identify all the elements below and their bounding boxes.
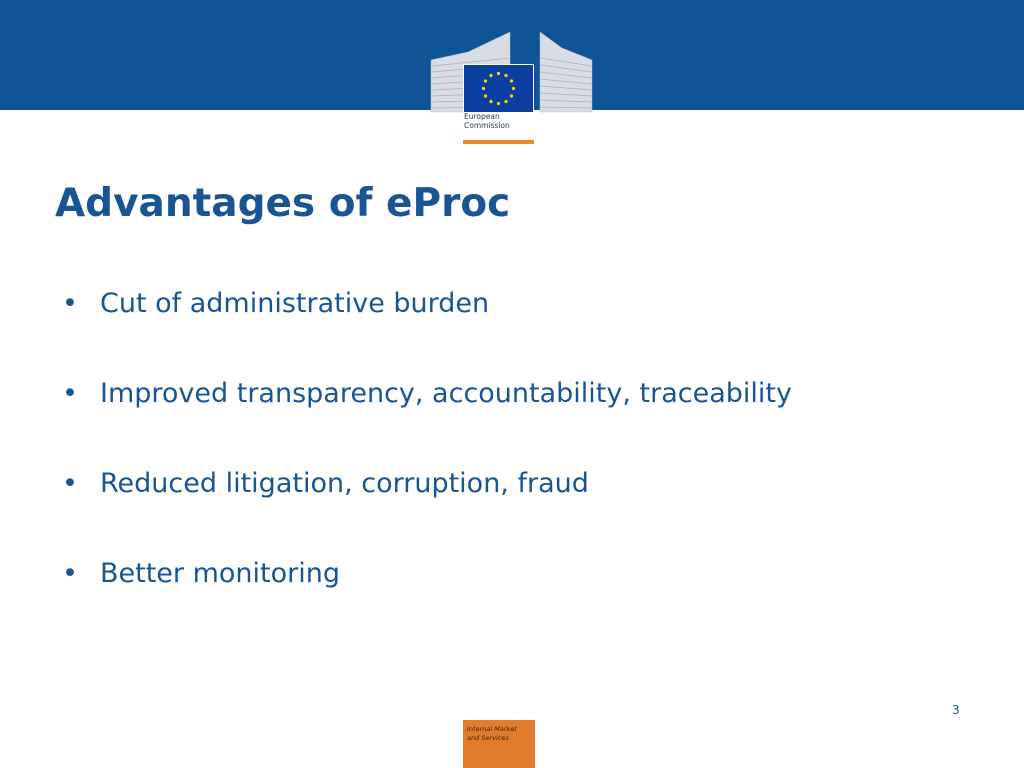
bullet-item xyxy=(62,553,792,643)
bullet-marker: • xyxy=(62,558,78,589)
bullet-text: Better monitoring xyxy=(100,558,340,589)
dg-line-2: and Services xyxy=(467,734,509,742)
bullet-text: Cut of administrative burden xyxy=(100,288,490,319)
logo-accent-strip xyxy=(463,140,534,144)
bullet-text: Improved transparency, accountability, traceability xyxy=(100,378,792,409)
dg-footer-text xyxy=(467,725,517,743)
bullet-marker: • xyxy=(62,378,78,409)
bullet-item xyxy=(62,463,792,553)
bullet-text: Reduced litigation, corruption, fraud xyxy=(100,468,589,499)
slide-title: Advantages of eProc xyxy=(55,181,511,226)
bullet-marker: • xyxy=(62,288,78,319)
bullet-marker: • xyxy=(62,468,78,499)
dg-line-1: Internal Market xyxy=(467,725,517,733)
bullet-list xyxy=(62,283,792,643)
bullet-item xyxy=(62,283,792,373)
european-commission-logo xyxy=(428,28,596,146)
page-number: 3 xyxy=(952,703,960,717)
logo-line-2: Commission xyxy=(464,121,510,130)
logo-line-1: European xyxy=(464,112,500,121)
logo-wordmark xyxy=(464,112,534,130)
bullet-item xyxy=(62,373,792,463)
dg-footer-label xyxy=(463,720,535,768)
